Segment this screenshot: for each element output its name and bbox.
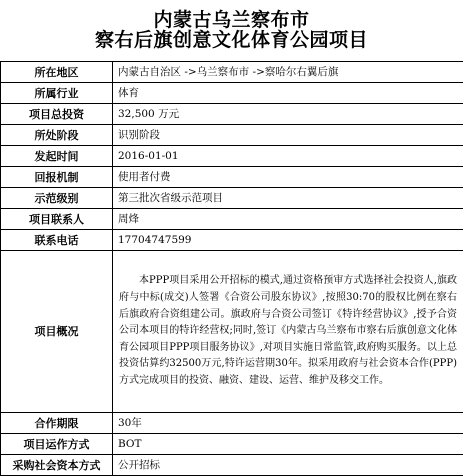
contact-person-label: 项目联系人	[1, 209, 113, 230]
start-date-value: 2016-01-01	[113, 146, 463, 167]
industry-value: 体育	[113, 83, 463, 104]
table-row-stage	[1, 125, 463, 146]
phone-value: 17704747599	[113, 230, 463, 251]
table-row-start-date	[1, 146, 463, 167]
table-row-cooperation-period	[1, 413, 463, 434]
region-label: 所在地区	[1, 62, 113, 83]
page-title	[0, 0, 463, 61]
phone-label: 联系电话	[1, 230, 113, 251]
return-mechanism-value: 使用者付费	[113, 167, 463, 188]
operation-mode-value: BOT	[113, 434, 463, 455]
table-row-investment	[1, 104, 463, 125]
table-row-operation-mode	[1, 434, 463, 455]
table-row-summary	[1, 251, 463, 413]
cooperation-period-value: 30年	[113, 413, 463, 434]
cooperation-period-label: 合作期限	[1, 413, 113, 434]
table-row-demo-level	[1, 188, 463, 209]
demo-level-label: 示范级别	[1, 188, 113, 209]
title-line-2: 察右后旗创意文化体育公园项目	[95, 31, 368, 51]
table-row-contact-person	[1, 209, 463, 230]
procurement-method-value: 公开招标	[113, 455, 463, 476]
summary-text: 本PPP项目采用公开招标的模式,通过资格预审方式选择社会投资人,旗政府与中标(成交)人签署《合资公司股东协议》,按照30:70的股权比例在察右后旗政府合资组建公司。旗政府与合资公司签订《特许经营协议》,授予合资公司本项目的特许经营权;同时,签订《内蒙古乌兰察布市察右后旗创意文化体育公园项目PPP项目服务协议》,对项目实施日常监管,政府购买服务。以上总投资估算约32500万元,特许运营期30年。拟采用政府与社会资本合作(PPP)方式完成项目的投资、融资、建设、运营、维护及移交工作。	[114, 271, 462, 391]
table-row-procurement-method	[1, 455, 463, 476]
investment-value: 32,500 万元	[113, 104, 463, 125]
region-value: 内蒙古自治区 ->乌兰察布市 ->察哈尔右翼后旗	[113, 62, 463, 83]
investment-label: 项目总投资	[1, 104, 113, 125]
demo-level-value: 第三批次省级示范项目	[113, 188, 463, 209]
operation-mode-label: 项目运作方式	[1, 434, 113, 455]
stage-value: 识别阶段	[113, 125, 463, 146]
summary-label: 项目概况	[1, 251, 113, 413]
stage-label: 所处阶段	[1, 125, 113, 146]
table-row-return-mechanism	[1, 167, 463, 188]
table-row-region	[1, 62, 463, 83]
start-date-label: 发起时间	[1, 146, 113, 167]
summary-cell	[113, 251, 463, 413]
table-row-industry	[1, 83, 463, 104]
industry-label: 所属行业	[1, 83, 113, 104]
return-mechanism-label: 回报机制	[1, 167, 113, 188]
contact-person-value: 周烽	[113, 209, 463, 230]
procurement-method-label: 采购社会资本方式	[1, 455, 113, 476]
table-row-phone	[1, 230, 463, 251]
title-line-1: 内蒙古乌兰察布市	[153, 11, 309, 31]
project-info-table	[0, 61, 463, 476]
